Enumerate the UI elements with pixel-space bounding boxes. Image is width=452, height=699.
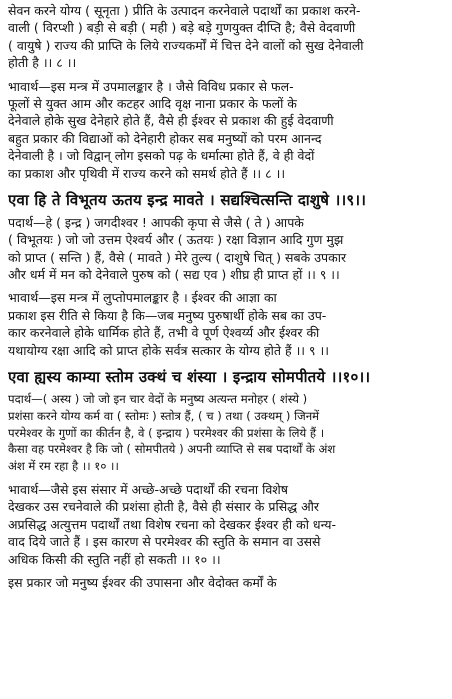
bhavartha-9 <box>8 289 444 359</box>
text-line: यथायोग्य रक्षा आदि को प्राप्त होके सर्वत्र सत्कार के योग्य होते हैं ।। ९ ।। <box>8 342 329 358</box>
text-line: प्रकाश इस रीति से किया है कि—जब मनुष्य पुरुषार्थी होके सब का उप- <box>8 307 327 323</box>
closing-paragraph <box>8 574 444 591</box>
text-line: पदार्थ—( अस्य ) जो जो इन चार वेदों के मनुष्य अत्यन्त मनोहर ( शंस्ये ) <box>8 392 308 407</box>
text-line: होती है ।। ८ ।। <box>8 55 77 71</box>
text-line: को प्राप्त ( सन्ति ) हैं, वैसे ( मावते ) मेरे तुल्य ( दाशुषे चित् ) सबके उपकार <box>8 249 347 265</box>
text-line: और धर्म में मन को देनेवाले पुरुष को ( सद्य एव ) शीघ्र ही प्राप्त हों ।। ९ ।। <box>8 267 340 283</box>
text-line: परमेश्वर के गुणों का कीर्तन है, वे ( इन्द्राय ) परमेश्वर की प्रशंसा के लिये हैं । <box>8 425 325 440</box>
mantra-10: एवा ह्यस्य काम्या स्तोम उक्थं च शंस्या । इन्द्राय सोमपीतये ।।१०।। <box>8 368 371 387</box>
text-line: देनेवाले होके सुख देनेहारे होते हैं, वैसे ही ईश्वर से प्रकाश की हुई वेदवाणी <box>8 113 334 129</box>
text-line: कैसा वह परमेश्वर है कि जो ( सोमपीतये ) अपनी व्याप्ति से सब पदार्थों के अंश <box>8 442 336 457</box>
text-line: वाद दिये जाते हैं । इस कारण से परमेश्वर की स्तुति के समान वा उससे <box>8 534 321 550</box>
text-line: प्रशंसा करने योग्य कर्म वा ( स्तोमः ) स्तोत्र हैं, ( च ) तथा ( उक्थम् ) जिनमें <box>8 408 320 423</box>
text-line: इस प्रकार जो मनुष्य ईश्वर की उपासना और वेदोक्त कर्मों के <box>8 574 277 590</box>
text-line: देनेवाली है । जो विद्वान् लोग इसको पढ़ के धर्मात्मा होते हैं, वे ही वेदों <box>8 148 315 164</box>
text-line: अधिक किसी की स्तुति नहीं हो सकती ।। १० ।। <box>8 551 221 567</box>
mantra-9: एवा हि ते विभूतय ऊतय इन्द्र मावते । सद्यश्चित्सन्ति दाशुषे ।।९।। <box>8 190 367 209</box>
text-line: का प्रकाश और पृथिवी में राज्य करने को समर्थ होते हैं ।। ८ ।। <box>8 165 286 181</box>
text-line: कार करनेवाले होके धार्मिक होते हैं, तभी वे पूर्ण ऐश्वर्य्य और ईश्वर की <box>8 325 320 341</box>
text-line: ( विभूतयः ) जो जो उत्तम ऐश्वर्य और ( ऊतयः ) रक्षा विज्ञान आदि गुण मुझ <box>8 232 344 248</box>
text-line: अप्रसिद्ध अत्युत्तम पदार्थों तथा विशेष रचना को देखकर ईश्वर ही को धन्य- <box>8 516 337 532</box>
text-line: भावार्थ—इस मन्त्र में उपमालङ्कार है । जैसे विविध प्रकार से फल- <box>8 78 294 94</box>
text-line: देखकर उस रचनेवाले की प्रशंसा होती है, वैसे ही संसार के प्रसिद्ध और <box>8 499 320 515</box>
padartha-10 <box>8 391 444 475</box>
padartha-9 <box>8 214 444 284</box>
text-line: भावार्थ—इस मन्त्र में लुप्तोपमालङ्कार है । ईश्वर की आज्ञा का <box>8 290 277 306</box>
padartha-continuation <box>8 2 444 72</box>
text-line: बहुत प्रकार की विद्याओं को देनेहारी होकर सब मनुष्यों को परम आनन्द <box>8 130 322 146</box>
text-line: फूलों से युक्त आम और कटहर आदि वृक्ष नाना प्रकार के फलों के <box>8 95 297 111</box>
text-line: अंश में रम रहा है ।। १० ।। <box>8 459 119 474</box>
text-line: ( वायुषे ) राज्य की प्राप्ति के लिये राज्यकर्मों में चित्त देने वालों को सुख देनेवाली <box>8 37 364 53</box>
text-line: पदार्थ—हे ( इन्द्र ) जगदीश्वर ! आपकी कृपा से जैसे ( ते ) आपके <box>8 214 304 230</box>
text-line: वाली ( विरप्शी ) बड़ी से बड़ी ( मही ) बड़े बड़े गुणयुक्त दीप्ति है; वैसे वेदवाणी <box>8 20 356 36</box>
bhavartha-10 <box>8 481 444 568</box>
text-line: भावार्थ—जैसे इस संसार में अच्छे-अच्छे पदार्थों की रचना विशेष <box>8 482 289 498</box>
text-line: सेवन करने योग्य ( सूनृता ) प्रीति के उत्पादन करनेवाले पदार्थों का प्रकाश करने- <box>8 3 361 18</box>
bhavartha-8 <box>8 78 444 182</box>
